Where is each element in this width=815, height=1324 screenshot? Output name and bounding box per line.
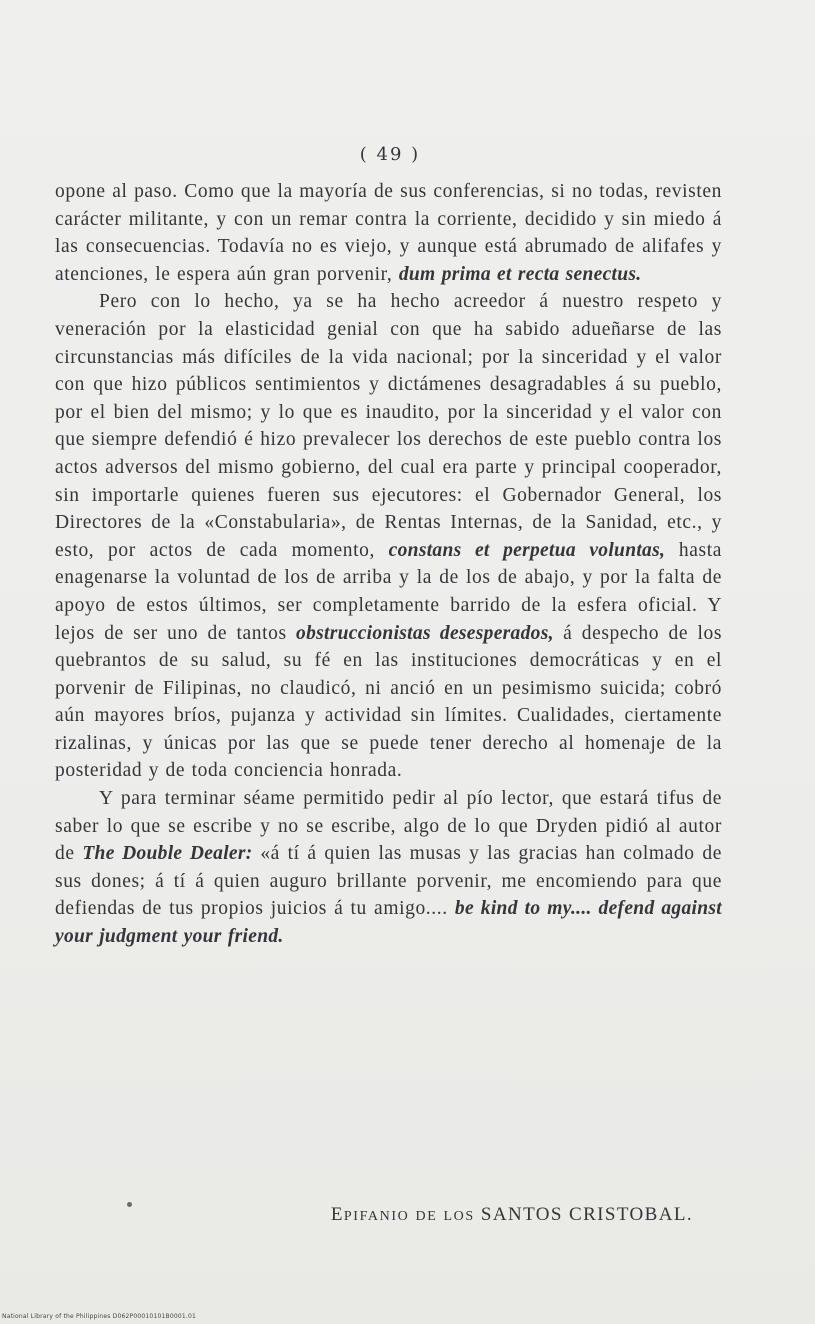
italic-phrase: dum prima et recta senectus. [398, 263, 642, 285]
body-text [55, 178, 722, 951]
text-run: á despecho de los quebrantos de su salud, su fé en las instituciones democráticas y en el porvenir de Filipinas, no claudicó, ni anció en un pesimismo suicida; cobró aún mayores bríos, pujanza y actividad sin límites. Cualidades, ciertamente rizalinas, y únicas por las que se puede tener derecho al homenaje de la posteridad y de toda conciencia honrada. [55, 622, 723, 782]
italic-phrase: be kind to my.... defend against your judgment your friend. [55, 898, 722, 948]
text-run: «á tí á quien las musas y las gracias han colmado de sus dones; á tí á quien auguro brillante porvenir, me encomiendo para que defiendas de tus propios juicios á tu amigo.... [55, 843, 722, 920]
signature-particle-los: LOS [443, 1209, 475, 1224]
italic-phrase: constans et perpetua voluntas, [388, 539, 666, 561]
signature-particle-e: E [427, 1209, 438, 1224]
signature-surname: SANTOS CRISTOBAL. [480, 1204, 693, 1225]
library-footer: National Library of the Philippines D062P00010101B0001.01 [2, 1313, 197, 1320]
signature-particle-d: D [415, 1209, 428, 1224]
text-run: Y para terminar séame permitido pedir al pío lector, que estará tifus de saber lo que se escribe y no se escribe, algo de lo que Dryden pidió al autor de [55, 788, 722, 865]
italic-phrase: obstruccionistas desesperados, [296, 622, 554, 644]
italic-phrase: The Double Dealer: [82, 843, 253, 865]
author-signature [0, 1204, 693, 1226]
paragraph [55, 178, 722, 288]
paragraph [55, 785, 722, 951]
page-number: ( 49 ) [359, 144, 421, 165]
text-run: Pero con lo hecho, ya se ha hecho acreedor á nuestro respeto y veneración por la elasticidad genial con que ha sabido adueñarse de las circunstancias más difíciles de la vida nacional; por la sinceridad y el valor con que hizo públicos sentimientos y dictámenes desagradables á su pueblo, por el bien del mismo; y lo que es inaudito, por la sinceridad y el valor con que siempre defendió é hizo prevalecer los derechos de este pueblo contra los actos adversos del mismo gobierno, del cual era parte y principal cooperador, sin importarle quienes fueren sus ejecutores: el Gobernador General, los Directores de la «Constabularia», de Rentas Internas, de la Sanidad, etc., y esto, por actos de cada momento, [55, 291, 722, 561]
signature-first-initial: E [330, 1204, 344, 1225]
text-run: opone al paso. Como que la mayoría de sus conferencias, si no todas, revisten carácter militante, y con un remar contra la corriente, decidido y sin miedo á las consecuencias. Todavía no es viejo, y aunque está abrumado de alifafes y atenciones, le espera aún gran porvenir, [55, 181, 722, 285]
signature-first-name: PIFANIO [343, 1209, 410, 1224]
paragraph [55, 288, 722, 785]
text-run: hasta enagenarse la voluntad de los de arriba y la de los de abajo, y por la falta de apoyo de estos últimos, ser completamente barrido de la esfera oficial. Y lejos de ser uno de tantos [55, 539, 722, 644]
